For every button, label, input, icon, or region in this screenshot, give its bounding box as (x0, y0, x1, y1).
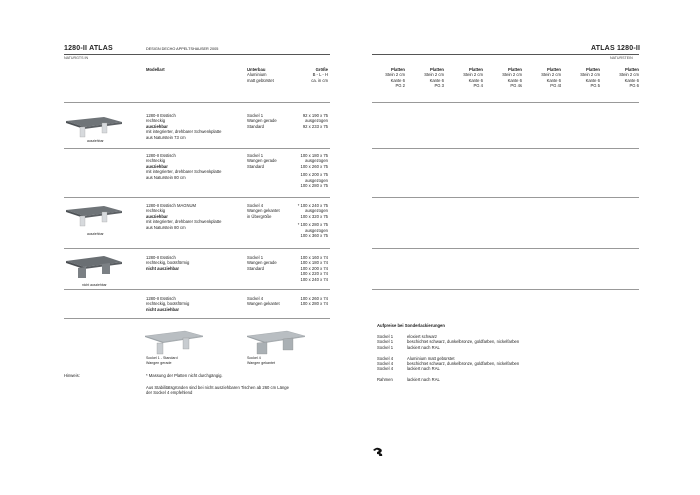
col-header-base-sub1: Aluminium (247, 72, 267, 78)
row-rule (64, 318, 330, 319)
base-drawing-sockel-4 (245, 330, 307, 356)
col-header-model: Modellart (146, 67, 165, 72)
base-drawing-sockel-1 (143, 330, 205, 356)
price-col: Platten Stein 2 cm Kante 6 PG 4t (541, 67, 561, 89)
surcharge-row: Sockel 1 eloxiert schwarz (377, 334, 438, 339)
surcharge-title: Aufpreise bei Sonderlackierungen (377, 323, 445, 328)
surcharge-list (377, 334, 519, 383)
price-col: Platten Stein 2 cm Kante 6 PG 5 (580, 67, 600, 89)
row-size-text: 100 x 160 x 74 100 x 180 x 74 100 x 200 x 74 100 x 220 x 74 100 x 240 x 74 (300, 255, 328, 282)
row-size-text: 100 x 260 x 74 100 x 280 x 74 (300, 296, 328, 307)
row-model-text: 1280-II Esstisch MAGNUM rechteckig ausziehbar mit integrierter, drehbarer Schwenkplatte aus Naturstein 80 cm (146, 203, 222, 230)
product-title-right: ATLAS 1280-II (591, 45, 641, 52)
hint-text: Aus Stabilitätsgründen sind bei nicht ausziehbaren Tischen ab 260 cm Länge der Sockel 4 empfehlend (146, 385, 289, 396)
base-caption: Sockel 4 Wangen gekantet (247, 356, 276, 366)
surcharge-row: Sockel 1 beschichtet schwarz, dunkelbronze, goldfarben, nickelfarben (377, 339, 520, 345)
row-rule (372, 102, 639, 103)
col-header-size: Größe (315, 67, 328, 72)
surcharge-row: Sockel 1 lackiert nach RAL (377, 344, 440, 350)
row-base-text: Sockel 4 Wangen gekantet in Übergröße (247, 203, 280, 219)
row-rule (372, 197, 639, 198)
row-model-text: 1280-II Esstisch rechteckig ausziehbar mit integrierter, drehbarer Schwenkplatte aus Naturstein 73 cm (146, 113, 222, 140)
base-caption: Sockel 1 - Standard Wangen gerade (146, 356, 178, 366)
price-col: Platten Stein 2 cm Kante 6 PG 4 (463, 67, 483, 89)
surcharge-row: Sockel 4 beschichtet schwarz, dunkelbronze, goldfarben, nickelfarben (377, 361, 520, 367)
price-col: Platten Stein 2 cm Kante 6 PG 2 (385, 67, 405, 89)
row-size-text: 100 x 180 x 75 ausgezogen 100 x 260 x 75 100 x 200 x 75 ausgezogen 100 x 280 x 75 (300, 153, 328, 189)
surcharge-row: Rahmen lackiert nach RAL (377, 377, 440, 383)
header-rule-left (64, 54, 330, 55)
row-rule (64, 248, 330, 249)
row-model-text: 1280-II Esstisch rechteckig ausziehbar mit integrierter, drehbarer Schwenkplatte aus Naturstein 80 cm (146, 153, 222, 180)
row-rule (372, 148, 639, 149)
row-size-text: 92 x 190 x 75 ausgezogen 92 x 233 x 75 (302, 113, 328, 129)
drawing-caption: nicht ausziehbar (82, 283, 107, 287)
row-size-text: * 100 x 240 x 75 ausgezogen 100 x 320 x 75 * 100 x 280 x 75 ausgezogen 100 x 360 x 75 (297, 203, 328, 239)
surcharge-row: Sockel 4 lackiert nach RAL (377, 366, 440, 372)
table-drawing (64, 206, 124, 228)
product-title-left: 1280-II ATLAS (64, 45, 113, 52)
row-rule (372, 248, 639, 249)
header-rule-right (372, 54, 639, 55)
row-model-text: 1280-II Esstisch rechteckig, bootsförmig nicht ausziehbar (146, 255, 190, 271)
price-columns-header (369, 67, 639, 89)
row-base-text: Sockel 1 Wangen gerade Standard (247, 113, 277, 129)
row-base-text: Sockel 1 Wangen gerade Standard (247, 153, 277, 169)
subtitle-right: NATURSTEIN (610, 56, 633, 60)
col-header-base: Unterbau (247, 67, 266, 72)
drawing-caption: ausziehbar (87, 139, 104, 143)
subtitle-left: NATURGTS IN (64, 56, 89, 60)
surcharge-row: Sockel 4 Aluminium matt gebürstet (377, 355, 455, 361)
hint-text: * Massung der Platten nicht durchgängig. (146, 373, 223, 378)
row-rule (372, 289, 639, 290)
row-rule (64, 197, 330, 198)
row-rule (64, 102, 330, 103)
hint-label: Hinweis: (64, 373, 80, 378)
row-rule (64, 289, 330, 290)
price-col: Platten Stein 2 cm Kante 6 PG 3 (424, 67, 444, 89)
table-drawing (64, 117, 124, 139)
col-header-size-sub1: B - L - H (312, 72, 328, 78)
table-drawing (64, 256, 124, 280)
designer-line: DESIGN DECHO APPELTSHAUSER 2005 (146, 47, 219, 51)
price-col: Platten Stein 2 cm Kante 6 PG 4s (502, 67, 522, 89)
col-header-base-sub2: matt gebürstet (247, 77, 274, 83)
price-col: Platten Stein 2 cm Kante 6 PG 6 (619, 67, 639, 89)
col-header-size-sub2: ca. in cm (311, 77, 328, 83)
row-model-text: 1280-II Esstisch rechteckig, bootsförmig nicht ausziehbar (146, 296, 190, 312)
brand-logo-icon (372, 447, 384, 457)
row-base-text: Sockel 1 Wangen gerade Standard (247, 255, 277, 271)
row-rule (64, 148, 330, 149)
row-base-text: Sockel 4 Wangen gekantet (247, 296, 280, 307)
drawing-caption: ausziehbar (87, 232, 104, 236)
